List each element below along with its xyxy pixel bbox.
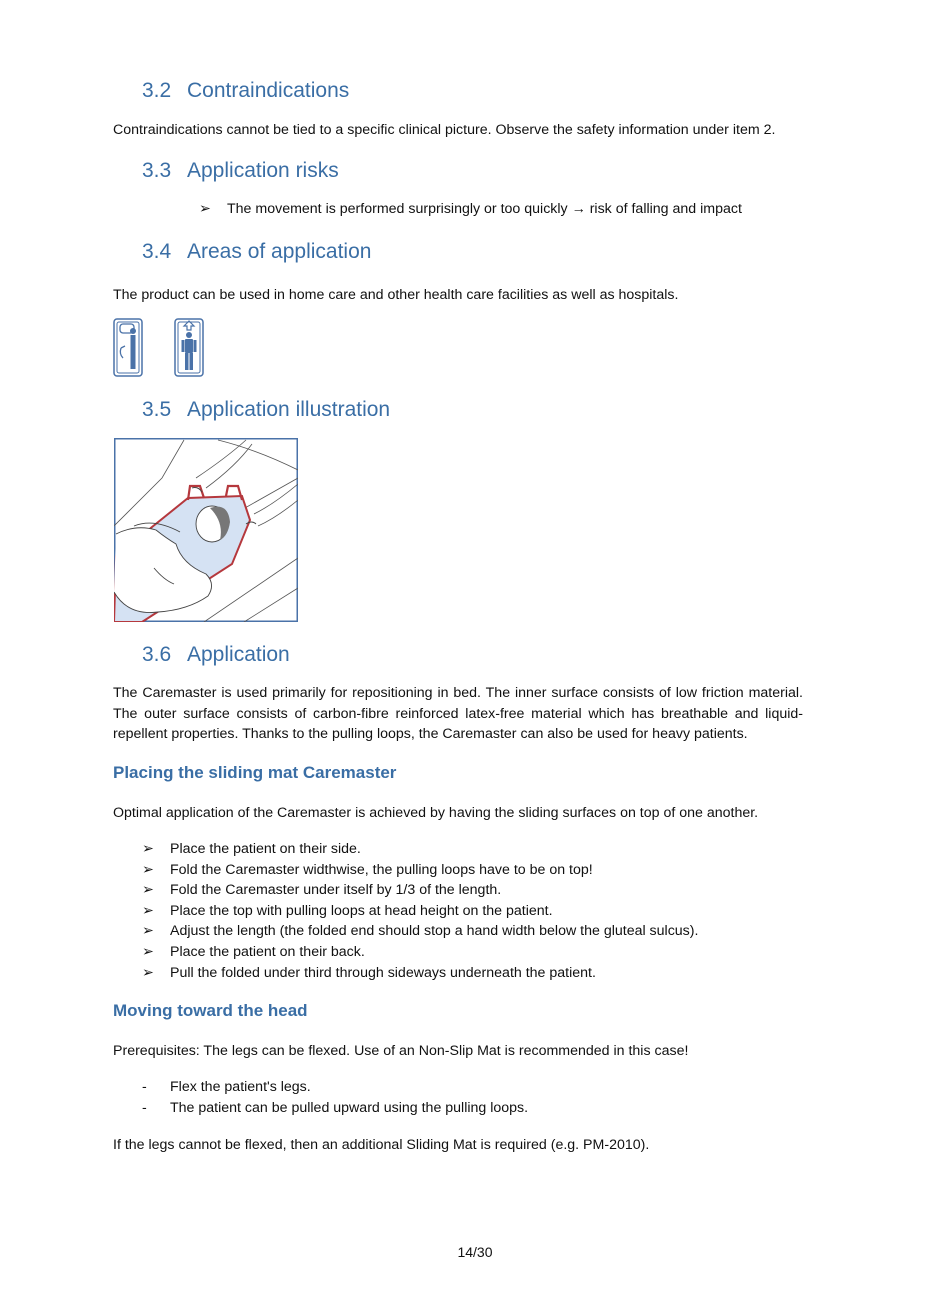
placing-steps-list bbox=[142, 839, 698, 983]
list-item-text: Place the patient on their side. bbox=[170, 841, 361, 857]
list-item bbox=[142, 1098, 528, 1119]
application-illustration bbox=[114, 438, 298, 622]
areas-text: The product can be used in home care and other health care facilities as well as hospitals. bbox=[113, 287, 679, 303]
section-title: Contraindications bbox=[187, 79, 350, 102]
bullet-marker: ➢ bbox=[142, 861, 154, 878]
list-item bbox=[142, 860, 698, 881]
section-heading-3-4 bbox=[142, 240, 371, 264]
list-item-text: The patient can be pulled upward using the pulling loops. bbox=[170, 1099, 529, 1116]
bullet-marker: ➢ bbox=[199, 201, 211, 217]
dash-marker: - bbox=[142, 1079, 147, 1095]
section-number: 3.5 bbox=[142, 398, 172, 421]
list-item-text: Fold the Caremaster under itself by 1/3 of the length. bbox=[170, 882, 502, 899]
section-number: 3.2 bbox=[142, 79, 172, 102]
contraindications-text: Contraindications cannot be tied to a specific clinical picture. Observe the safety information under item 2. bbox=[113, 122, 776, 138]
section-heading-3-3 bbox=[142, 159, 339, 183]
list-item bbox=[142, 921, 698, 942]
list-item bbox=[142, 901, 698, 922]
section-heading-3-6 bbox=[142, 643, 290, 667]
section-title: Application risks bbox=[187, 159, 339, 182]
section-heading-3-2 bbox=[142, 79, 349, 103]
bullet-marker: ➢ bbox=[142, 943, 154, 960]
bullet-marker: ➢ bbox=[142, 964, 154, 981]
page-number: 14/30 bbox=[457, 1244, 493, 1260]
risks-list bbox=[199, 199, 742, 220]
placing-intro: Optimal application of the Caremaster is achieved by having the sliding surfaces on top of one another. bbox=[113, 805, 759, 821]
list-item-text: Fold the Caremaster widthwise, the pulling loops have to be on top! bbox=[170, 861, 593, 878]
application-text: The Caremaster is used primarily for repositioning in bed. The inner surface consists of low friction material. The outer surface consists of carbon-fibre reinforced latex-free material which has breathable and liquid-repellent properties. Thanks to the pulling loops, the Caremaster can also be used for heavy patients. bbox=[113, 685, 803, 742]
list-item bbox=[142, 942, 698, 963]
bullet-marker: ➢ bbox=[142, 882, 154, 899]
dash-marker: - bbox=[142, 1099, 147, 1116]
bed-upward-transfer-icon bbox=[174, 318, 204, 378]
list-item-text: The movement is performed surprisingly or too quickly → risk of falling and impact bbox=[227, 201, 742, 217]
section-number: 3.4 bbox=[142, 240, 172, 263]
section-title: Application bbox=[187, 643, 290, 666]
bullet-marker: ➢ bbox=[142, 923, 154, 940]
list-item bbox=[142, 880, 698, 901]
bullet-marker: ➢ bbox=[142, 841, 154, 857]
bullet-marker: ➢ bbox=[142, 902, 154, 919]
list-item-text: Place the top with pulling loops at head height on the patient. bbox=[170, 902, 553, 919]
moving-steps-list bbox=[142, 1077, 528, 1118]
moving-heading: Moving toward the head bbox=[113, 1001, 308, 1020]
moving-note: If the legs cannot be flexed, then an additional Sliding Mat is required (e.g. PM-2010). bbox=[113, 1137, 650, 1153]
list-item-text: Flex the patient's legs. bbox=[170, 1079, 311, 1095]
section-number: 3.6 bbox=[142, 643, 172, 666]
list-item-text: Adjust the length (the folded end should stop a hand width below the gluteal sulcus). bbox=[170, 923, 699, 940]
section-heading-3-5 bbox=[142, 398, 390, 422]
bed-side-transfer-icon bbox=[113, 318, 143, 378]
section-title: Areas of application bbox=[187, 240, 372, 263]
list-item bbox=[142, 1077, 528, 1098]
list-item-text: Place the patient on their back. bbox=[170, 943, 365, 960]
section-number: 3.3 bbox=[142, 159, 172, 182]
moving-prerequisites: Prerequisites: The legs can be flexed. Use of an Non-Slip Mat is recommended in this case! bbox=[113, 1043, 689, 1059]
placing-heading: Placing the sliding mat Caremaster bbox=[113, 763, 397, 782]
list-item bbox=[142, 839, 698, 860]
list-item bbox=[142, 963, 698, 984]
list-item-text: Pull the folded under third through sideways underneath the patient. bbox=[170, 964, 596, 981]
list-item bbox=[199, 199, 742, 220]
section-title: Application illustration bbox=[187, 398, 391, 421]
